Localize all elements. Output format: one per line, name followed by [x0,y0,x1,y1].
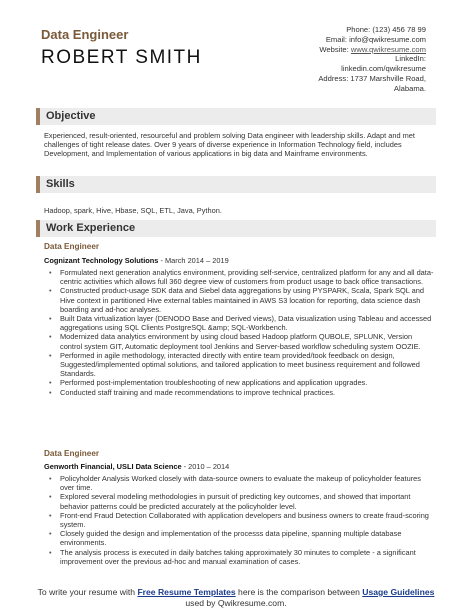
contact-email: Email: info@qwikresume.com [325,34,426,44]
list-item: • Explored several modeling methodologies in pursuit of predicting key outcomes, and showed that important behavior patterns could be predicted accurately at the policyholder level. [44,492,434,510]
job-1-dates: - March 2014 – 2019 [158,256,229,265]
contact-address-line2: Alabama. [393,83,426,93]
list-item: • Front-end Fraud Detection Collaborated with application developers and business owners to create fraud-scoring system. [44,511,434,529]
job-1-role: Data Engineer [44,242,100,251]
usage-guidelines-link[interactable]: Usage Guidelines [362,587,435,597]
contact-address-line1: Address: 1737 Marshville Road, [318,73,426,83]
list-item: • Modernized data analytics environment by using cloud based Hadoop platform QUBOLE, SPLUNK, Version control system GIT, Automatic deployment tool Jenkins and Server-based workflow scheduling system OOZIE. [44,332,434,350]
objective-text: Experienced, result-oriented, resourceful and problem solving Data engineer with leadership skills. Adapt and met challenges of tight release dates. Over 9 years of diverse experience in Information Technology field, includes Development, and Implementation of various applications in big data and Mainframe environments. [44,131,415,159]
contact-linkedin-label: LinkedIn: [395,54,426,64]
candidate-name: ROBERT SMITH [41,47,202,68]
list-item: • Policyholder Analysis Worked closely with data-source owners to evaluate the makeup of policyholder features over time. [44,474,434,492]
contact-website: Website: www.qwikresume.com [319,44,426,54]
job-1-bullets [44,268,434,397]
list-item: • Conducted staff training and made recommendations to improve technical practices. [44,388,434,397]
list-item: • The analysis process is executed in daily batches taking approximately 30 minutes to complete - a significant improvement over the previous ad-hoc and manual examination of cases. [44,548,434,566]
job-1-company-line [44,256,229,265]
list-item: • Built Data virtualization layer (DENODO Base and Derived views), Data visualization using Tableau and accessed aggregations using SQL Clients PostgreSQL &amp; SQL-Workbench. [44,314,434,332]
list-item: • Performed in agile methodology, interacted directly with entire team provided/took feedback on design, Suggested/implemented optimal solutions, and tailored application to meet business requirement and followed Standards. [44,351,434,379]
resume-header [0,0,474,104]
contact-block [226,25,426,94]
contact-phone: Phone: (123) 456 78 99 [346,25,426,34]
job-2-role: Data Engineer [44,449,100,458]
free-resume-templates-link[interactable]: Free Resume Templates [137,587,236,597]
skills-text: Hadoop, spark, Hive, Hbase, SQL, ETL, Java, Python. [44,206,222,215]
job-1-company: Cognizant Technology Solutions [44,256,159,265]
footer-note: To write your resume with Free Resume Templates here is the comparison between Usage Guidelines used by Qwikresume.com. [37,587,435,608]
contact-linkedin-url: linkedin.com/qwikresume [341,64,426,74]
website-link[interactable]: www.qwikresume.com [350,44,426,54]
job-2-company-line [44,462,229,471]
job-2-company: Genworth Financial, USLI Data Science [44,462,182,471]
section-skills-heading: Skills [36,176,436,193]
list-item: • Formulated next generation analytics environment, providing self-service, centralized platform for any and all data-centric activities which allows full 360 degree view of customers from product usage to back office transactions. [44,268,434,286]
list-item: • Performed post-implementation troubleshooting of new applications and application upgrades. [44,378,434,387]
section-objective-heading: Objective [36,108,436,125]
list-item: • Constructed product-usage SDK data and Siebel data aggregations by using PYSPARK, Scala, Spark SQL and Hive context in partitioned Hive external tables maintained in AWS S3 location for reporting, data science dash boarding and ad-hoc analyses. [44,286,434,314]
section-experience-heading: Work Experience [36,220,436,237]
header-job-title: Data Engineer [41,27,129,42]
list-item: • Closely guided the design and implementation of the processs data pipeline, spanning multiple database environments. [44,529,434,547]
job-2-dates: - 2010 – 2014 [181,462,230,471]
job-2-bullets [44,474,434,566]
